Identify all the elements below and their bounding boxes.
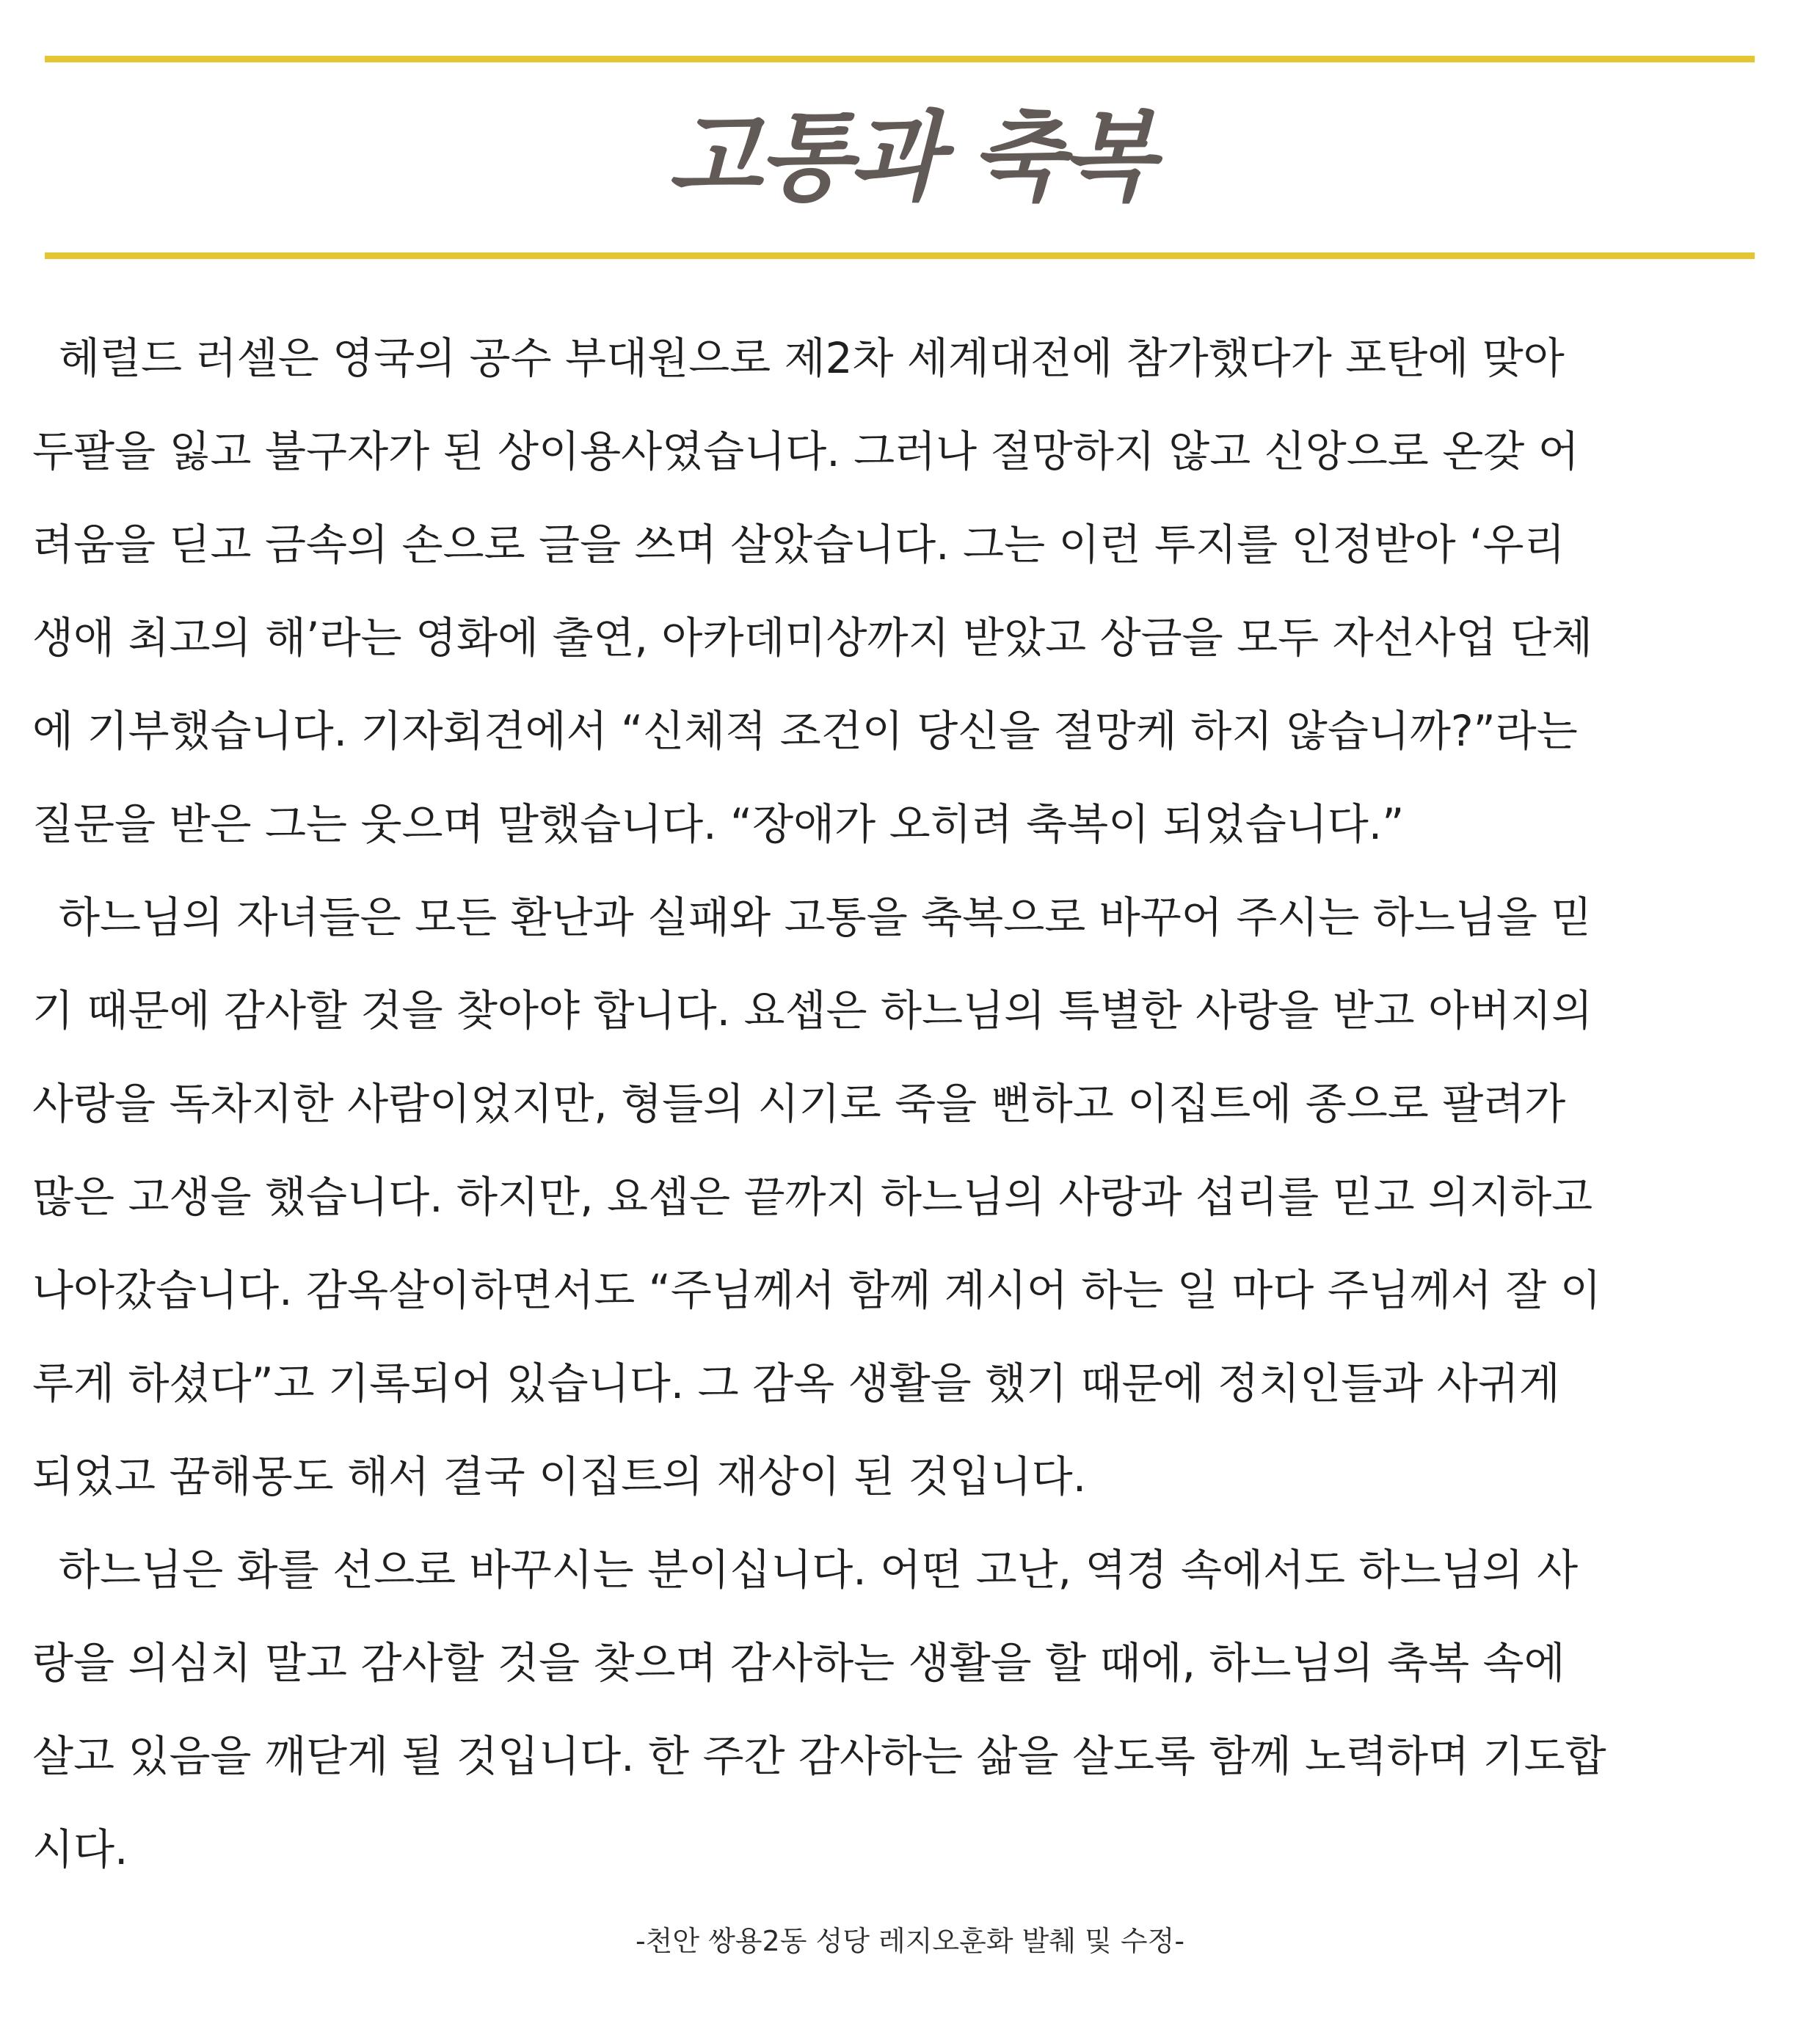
- paragraph-2-line-1: 하느님의 자녀들은 모든 환난과 실패와 고통을 축복으로 바꾸어 주시는 하느님을 믿: [59, 892, 1592, 942]
- paragraph-3-line-4: 시다.: [32, 1824, 128, 1874]
- paragraph-3-line-2: 랑을 의심치 말고 감사할 것을 찾으며 감사하는 생활을 할 때에, 하느님의 축복 속에: [32, 1638, 1565, 1688]
- paragraph-1-line-3: 려움을 딛고 금속의 손으로 글을 쓰며 살았습니다. 그는 이런 투지를 인정받아 ‘우리: [32, 520, 1565, 569]
- top-divider: [45, 56, 1755, 62]
- article-body: [32, 312, 1794, 1896]
- paragraph-1-line-1: 헤럴드 러셀은 영국의 공수 부대원으로 제2차 세계대전에 참가했다가 포탄에 맞아: [59, 333, 1565, 383]
- paragraph-2-line-2: 기 때문에 감사할 것을 찾아야 합니다. 요셉은 하느님의 특별한 사랑을 받고 아버지의: [32, 986, 1593, 1035]
- paragraph-2-line-5: 나아갔습니다. 감옥살이하면서도 “주님께서 함께 계시어 하는 일 마다 주님께서 잘 이: [32, 1265, 1601, 1315]
- paragraph-1-line-6: 질문을 받은 그는 웃으며 말했습니다. “장애가 오히려 축복이 되었습니다.”: [32, 799, 1405, 849]
- paragraph-2-line-3: 사랑을 독차지한 사람이었지만, 형들의 시기로 죽을 뻔하고 이집트에 종으로 팔려가: [32, 1079, 1566, 1129]
- paragraph-2-line-7: 되었고 꿈해몽도 해서 결국 이집트의 재상이 된 것입니다.: [32, 1452, 1087, 1501]
- page-title: 고통과 축복: [668, 101, 1152, 214]
- paragraph-1-line-5: 에 기부했습니다. 기자회견에서 “신체적 조건이 당신을 절망케 하지 않습니까?”라는: [32, 706, 1578, 756]
- paragraph-3-line-1: 하느님은 화를 선으로 바꾸시는 분이십니다. 어떤 고난, 역경 속에서도 하느님의 사: [59, 1545, 1579, 1595]
- paragraph-2-line-6: 루게 하셨다”고 기록되어 있습니다. 그 감옥 생활을 했기 때문에 정치인들과 사귀게: [32, 1358, 1560, 1408]
- paragraph-2-line-4: 많은 고생을 했습니다. 하지만, 요셉은 끝까지 하느님의 사랑과 섭리를 믿고 의지하고: [32, 1172, 1593, 1222]
- source-note: -천안 쌍용2동 성당 레지오훈화 발췌 및 수정-: [635, 1925, 1185, 1957]
- paragraph-3-line-3: 살고 있음을 깨닫게 될 것입니다. 한 주간 감사하는 삶을 살도록 함께 노력하며 기도합: [32, 1731, 1606, 1781]
- bottom-divider: [45, 252, 1755, 259]
- paragraph-1-line-2: 두팔을 잃고 불구자가 된 상이용사였습니다. 그러나 절망하지 않고 신앙으로 온갖 어: [32, 426, 1579, 476]
- paragraph-1-line-4: 생애 최고의 해’라는 영화에 출연, 아카데미상까지 받았고 상금을 모두 자선사업 단체: [32, 613, 1593, 663]
